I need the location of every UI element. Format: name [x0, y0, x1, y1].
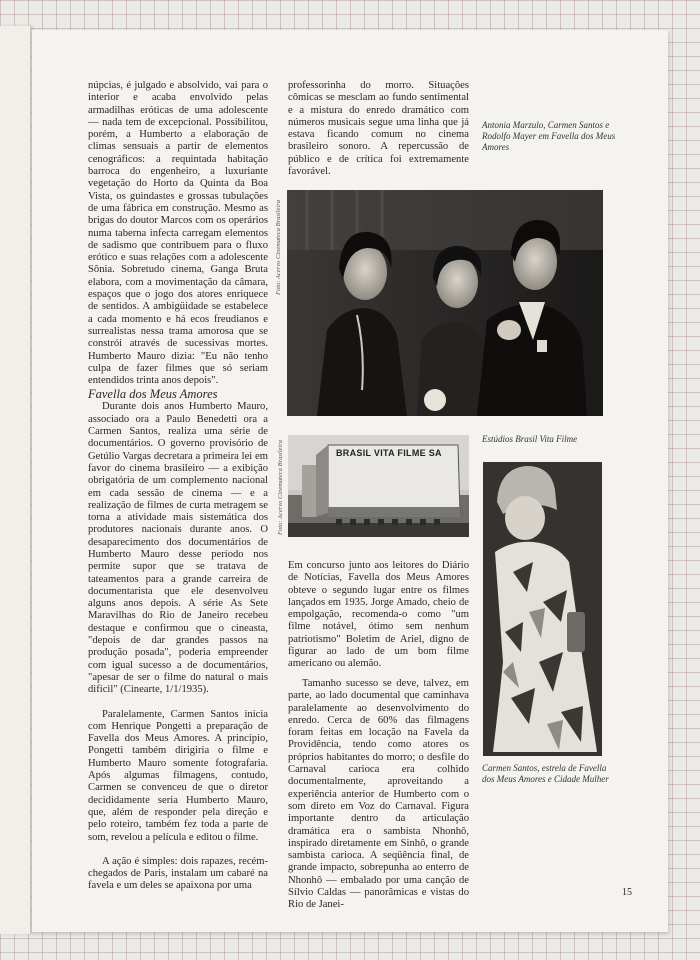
column-left — [88, 80, 268, 893]
section-heading: Favella dos Meus Amores — [88, 387, 218, 402]
document-page — [32, 30, 668, 932]
photo-carmen-santos — [483, 462, 602, 756]
photo-credit: Foto: Acervo Cinemateca Brasileira — [275, 200, 282, 296]
photo-caption-studios: Estúdios Brasil Vita Filme — [482, 434, 578, 444]
paragraph: Paralelamente, Carmen Santos inicia com Henrique Pongetti a preparação de Favella dos Meus Amores. A princípio, Pongetti também dirigiria o filme e Humberto Mauro somente fotografaria. Após algumas filmagens, contudo, Carmen se convenceu de que o diretor decididamente seria Humberto Mauro, que, além de responder pela direção e pelo roteiro, também fez toda a parte de som, revelou a película e editou o filme. — [88, 708, 268, 843]
page-number: 15 — [622, 887, 632, 898]
building-sign-text: BRASIL VITA FILME SA — [336, 448, 442, 458]
paragraph: núpcias, é julgado e absolvido, vai para o interior e acaba envolvido pelas armadilhas eróticas de uma adolescente — nada tem de excepcional. Possibilitou, porém, a Humberto a elaboração de climas sensuais a partir de elementos cenográficos: a requintada habitação barroca do engenheiro, a luxuriante vegetação do Horto da Quinta da Boa Vista, os guindastes e grossas tubulações de uma fábrica em construção. Mesmo as brigas do doutor Marcos com os operários numa taberna infecta carregam elementos de sadismo que contribuem para o fluxo erótico e suas relações com a adolescente Sônia. Sobretudo cinema, Ganga Bruta elabora, com a movimentação da câmara, espaços que o jogo dos atores enriquece de sentidos. A ambigüidade se estabelece a cada momento e há ecos freudianos e surrealistas nessa trama amorosa que se constrói através de sucessivas mortes. Humberto Mauro dizia: "Eu não tenho culpa de fazer filmes que só seriam entendidos trinta anos depois". — [88, 80, 268, 387]
photo-studio-building — [288, 435, 469, 537]
paragraph: Durante dois anos Humberto Mauro, associado ora a Paulo Benedetti ora a Carmen Santos, realiza uma série de documentários. O governo provisório de Getúlio Vargas decretara a primeira lei em favor do cinema brasileiro — a exibição obrigatória de um complemento nacional em cada sessão de cinema — e a realização de filmes de curta metragem se torna a atividade mais sistemática dos produtores nacionais durante anos. O desaparecimento dos documentários de Humberto Mauro desse período nos permite supor que se tratava de tateamentos para a grande carreira de documentarista que ele desenvolveu alguns anos depois. A série As Sete Maravilhas do Rio de Janeiro recebeu destaque e confirmou que o cineasta, "depois de dar grandes passos na produção posada", poderia empreender com igual sucesso a de documentários, "apesar de ser o filme do natural o mais difícil" (Cinearte, 1/1/1935). — [88, 401, 268, 696]
paragraph: Em concurso junto aos leitores do Diário de Notícias, Favella dos Meus Amores obteve o segundo lugar entre os filmes lançados em 1935. Jorge Amado, cheio de empolgação, recomenda-o como "um filme notável, ótimo sem nenhum patriotismo" Boletim de Ariel, digno de figurar ao lado de um bom filme americano ou alemão. — [288, 560, 469, 670]
paragraph: Tamanho sucesso se deve, talvez, em parte, ao lado documental que caminhava paralelamente ao desenvolvimento do enredo. Cerca de 60% das filmagens foram feitas em locação na Favela da Providência, tendo como atores os próprios habitantes do morro; o desfile do Carnaval carioca era colhido documentalmente, aproveitando a experiência anterior de Humberto com o som direto em Voz do Carnaval. Figura importante dentro da articulação dramática era o sambista Nhonhô, inspirado diretamente em Sinhô, o grande sambista carioca. A seqüência final, de grande impacto, sobrepunha ao enterro de Nhonhô — embalado por uma canção de Sílvio Caldas — panorâmicas e vistas do Rio de Janei- — [288, 678, 469, 911]
column-middle-top — [288, 80, 469, 178]
photo-credit: Foto: Acervo Cinemateca Brasileira — [277, 440, 284, 536]
photo-caption-carmen: Carmen Santos, estrela de Favella dos Meus Amores e Cidade Mulher — [482, 763, 609, 784]
paragraph: A ação é simples: dois rapazes, recém-chegados de Paris, instalam um cabaré na favela e um deles se apaixona por uma — [88, 855, 268, 892]
column-middle-mid — [288, 560, 469, 671]
column-middle-bottom — [288, 678, 469, 912]
paragraph: professorinha do morro. Situações cômicas se mesclam ao fundo sentimental e a mistura do enredo dramático com números musicais segue uma linha que já estava ficando comum no cinema brasileiro sonoro. A repercussão de público e de crítica foi extremamente favorável. — [288, 80, 469, 178]
facing-page-edge — [0, 26, 31, 934]
photo-actors — [287, 190, 603, 416]
photo-caption-top: Antonia Marzulo, Carmen Santos e Rodolfo Mayer em Favella dos Meus Amores — [482, 120, 616, 152]
